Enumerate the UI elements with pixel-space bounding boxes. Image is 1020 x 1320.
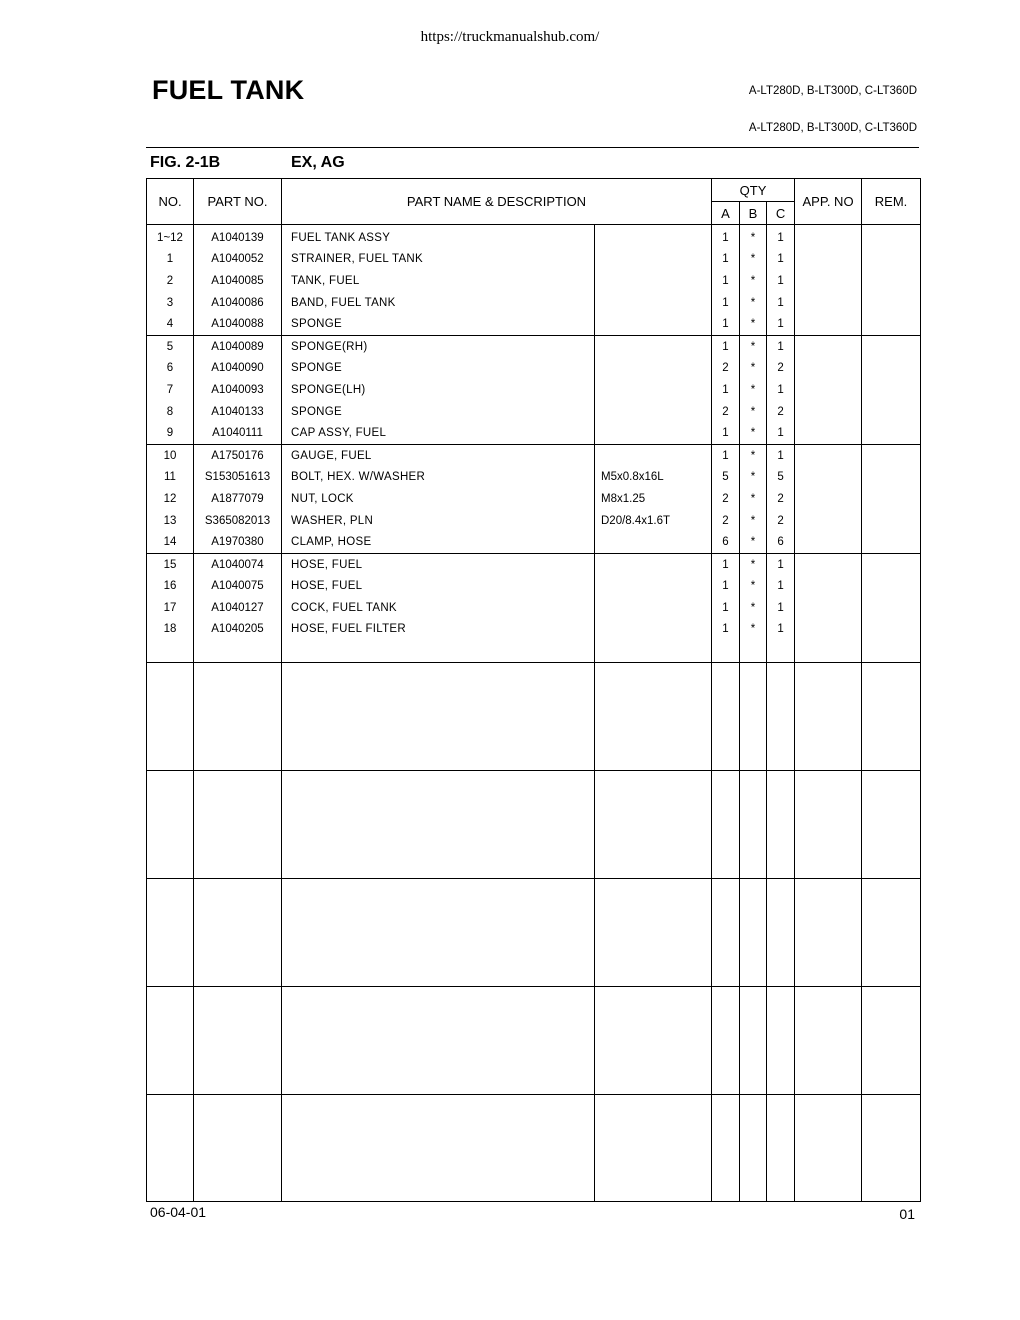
app-no xyxy=(795,358,862,380)
empty-cell xyxy=(595,879,712,987)
figure-number: FIG. 2-1B xyxy=(150,154,221,171)
part-spec xyxy=(595,597,712,619)
empty-cell xyxy=(147,771,194,879)
qty-c: 1 xyxy=(767,313,795,335)
app-no xyxy=(795,531,862,553)
empty-cell xyxy=(194,987,282,1095)
part-spec: D20/8.4x1.6T xyxy=(595,510,712,532)
empty-cell xyxy=(712,663,740,771)
remark xyxy=(862,444,921,466)
qty-b: * xyxy=(740,335,767,357)
col-header-qty-b: B xyxy=(740,202,767,225)
item-number: 16 xyxy=(147,576,194,598)
table-row xyxy=(147,270,921,292)
qty-c: 1 xyxy=(767,597,795,619)
qty-a: 2 xyxy=(712,488,740,510)
empty-cell xyxy=(862,987,921,1095)
qty-b: * xyxy=(740,553,767,575)
qty-c: 2 xyxy=(767,510,795,532)
empty-cell xyxy=(740,879,767,987)
empty-cell xyxy=(740,1095,767,1202)
part-number: A1040088 xyxy=(194,313,282,335)
item-number: 6 xyxy=(147,358,194,380)
empty-cell xyxy=(767,879,795,987)
empty-cell xyxy=(712,1095,740,1202)
qty-b: * xyxy=(740,379,767,401)
remark xyxy=(862,467,921,489)
empty-cell xyxy=(595,771,712,879)
part-spec: M8x1.25 xyxy=(595,488,712,510)
app-no xyxy=(795,379,862,401)
empty-cell xyxy=(740,771,767,879)
part-name: HOSE, FUEL FILTER xyxy=(282,619,595,641)
app-no xyxy=(795,576,862,598)
qty-a: 1 xyxy=(712,249,740,271)
qty-b: * xyxy=(740,619,767,641)
remark xyxy=(862,270,921,292)
qty-b: * xyxy=(740,292,767,314)
empty-cell xyxy=(282,663,595,771)
empty-cell xyxy=(282,771,595,879)
table-row xyxy=(147,531,921,553)
app-no xyxy=(795,467,862,489)
part-name: COCK, FUEL TANK xyxy=(282,597,595,619)
item-number: 15 xyxy=(147,553,194,575)
empty-cell xyxy=(595,663,712,771)
qty-c: 1 xyxy=(767,335,795,357)
app-no xyxy=(795,597,862,619)
table-row xyxy=(147,358,921,380)
item-number: 11 xyxy=(147,467,194,489)
qty-a: 1 xyxy=(712,379,740,401)
empty-cell xyxy=(795,640,862,663)
item-number: 12 xyxy=(147,488,194,510)
table-row xyxy=(147,488,921,510)
empty-cell xyxy=(795,771,862,879)
part-number: A1040133 xyxy=(194,401,282,423)
empty-cell xyxy=(795,987,862,1095)
part-number: A1970380 xyxy=(194,531,282,553)
table-row xyxy=(147,576,921,598)
item-number: 3 xyxy=(147,292,194,314)
part-spec xyxy=(595,358,712,380)
col-header-no: NO. xyxy=(147,179,194,225)
col-header-qty: QTY xyxy=(712,179,795,202)
empty-cell xyxy=(194,879,282,987)
part-spec xyxy=(595,225,712,249)
table-row xyxy=(147,553,921,575)
qty-a: 2 xyxy=(712,510,740,532)
part-number: A1040075 xyxy=(194,576,282,598)
remark xyxy=(862,313,921,335)
part-spec xyxy=(595,270,712,292)
item-number: 14 xyxy=(147,531,194,553)
page-title: FUEL TANK xyxy=(152,75,305,105)
model-list-bottom: A-LT280D, B-LT300D, C-LT360D xyxy=(748,122,917,134)
app-no xyxy=(795,270,862,292)
qty-b: * xyxy=(740,444,767,466)
part-name: SPONGE xyxy=(282,401,595,423)
qty-c: 1 xyxy=(767,553,795,575)
remark xyxy=(862,335,921,357)
empty-row xyxy=(147,663,921,771)
empty-cell xyxy=(862,1095,921,1202)
part-number: S153051613 xyxy=(194,467,282,489)
empty-cell xyxy=(147,879,194,987)
part-spec xyxy=(595,531,712,553)
col-header-rem: REM. xyxy=(862,179,921,225)
part-number: A1040074 xyxy=(194,553,282,575)
empty-cell xyxy=(194,1095,282,1202)
empty-cell xyxy=(740,987,767,1095)
remark xyxy=(862,597,921,619)
item-number: 17 xyxy=(147,597,194,619)
qty-c: 2 xyxy=(767,488,795,510)
table-row xyxy=(147,467,921,489)
page-number: 01 xyxy=(899,1206,915,1222)
qty-a: 1 xyxy=(712,619,740,641)
qty-b: * xyxy=(740,225,767,249)
qty-c: 1 xyxy=(767,576,795,598)
col-header-app-no: APP. NO xyxy=(795,179,862,225)
figure-variant: EX, AG xyxy=(291,154,345,171)
part-number: A1040085 xyxy=(194,270,282,292)
empty-cell xyxy=(767,987,795,1095)
table-row xyxy=(147,510,921,532)
remark xyxy=(862,531,921,553)
qty-a: 6 xyxy=(712,531,740,553)
table-row xyxy=(147,335,921,357)
empty-cell xyxy=(282,879,595,987)
qty-a: 2 xyxy=(712,401,740,423)
part-spec xyxy=(595,379,712,401)
empty-cell xyxy=(147,663,194,771)
part-name: CLAMP, HOSE xyxy=(282,531,595,553)
part-number: A1040111 xyxy=(194,422,282,444)
empty-cell xyxy=(712,879,740,987)
qty-a: 1 xyxy=(712,422,740,444)
app-no xyxy=(795,401,862,423)
qty-b: * xyxy=(740,249,767,271)
remark xyxy=(862,249,921,271)
qty-c: 5 xyxy=(767,467,795,489)
qty-a: 1 xyxy=(712,335,740,357)
empty-cell xyxy=(712,640,740,663)
remark xyxy=(862,553,921,575)
part-spec xyxy=(595,313,712,335)
empty-cell xyxy=(194,663,282,771)
empty-cell xyxy=(740,663,767,771)
qty-b: * xyxy=(740,510,767,532)
empty-cell xyxy=(194,640,282,663)
part-spec xyxy=(595,422,712,444)
table-row xyxy=(147,444,921,466)
footer-date: 06-04-01 xyxy=(150,1204,207,1220)
qty-b: * xyxy=(740,313,767,335)
empty-cell xyxy=(767,771,795,879)
part-name: CAP ASSY, FUEL xyxy=(282,422,595,444)
header-divider xyxy=(146,147,919,148)
qty-b: * xyxy=(740,401,767,423)
app-no xyxy=(795,488,862,510)
part-name: GAUGE, FUEL xyxy=(282,444,595,466)
item-number: 1~12 xyxy=(147,225,194,249)
qty-b: * xyxy=(740,488,767,510)
remark xyxy=(862,379,921,401)
qty-c: 1 xyxy=(767,619,795,641)
remark xyxy=(862,358,921,380)
table-row xyxy=(147,249,921,271)
empty-cell xyxy=(282,987,595,1095)
qty-c: 1 xyxy=(767,292,795,314)
remark xyxy=(862,401,921,423)
app-no xyxy=(795,292,862,314)
table-row xyxy=(147,422,921,444)
table-row xyxy=(147,379,921,401)
empty-cell xyxy=(795,879,862,987)
qty-b: * xyxy=(740,270,767,292)
col-header-qty-c: C xyxy=(767,202,795,225)
empty-cell xyxy=(767,663,795,771)
part-spec xyxy=(595,335,712,357)
col-header-qty-a: A xyxy=(712,202,740,225)
table-row xyxy=(147,597,921,619)
qty-b: * xyxy=(740,531,767,553)
part-name: FUEL TANK ASSY xyxy=(282,225,595,249)
qty-b: * xyxy=(740,576,767,598)
app-no xyxy=(795,619,862,641)
app-no xyxy=(795,249,862,271)
table-row xyxy=(147,292,921,314)
item-number: 7 xyxy=(147,379,194,401)
empty-cell xyxy=(282,1095,595,1202)
remark xyxy=(862,488,921,510)
empty-cell xyxy=(862,879,921,987)
col-header-name: PART NAME & DESCRIPTION xyxy=(282,179,712,225)
qty-a: 1 xyxy=(712,225,740,249)
part-name: STRAINER, FUEL TANK xyxy=(282,249,595,271)
qty-a: 1 xyxy=(712,313,740,335)
qty-c: 2 xyxy=(767,401,795,423)
qty-c: 2 xyxy=(767,358,795,380)
part-name: BOLT, HEX. W/WASHER xyxy=(282,467,595,489)
qty-c: 1 xyxy=(767,444,795,466)
part-spec: M5x0.8x16L xyxy=(595,467,712,489)
empty-row xyxy=(147,640,921,663)
app-no xyxy=(795,422,862,444)
part-number: A1040086 xyxy=(194,292,282,314)
part-spec xyxy=(595,292,712,314)
part-spec xyxy=(595,444,712,466)
part-number: A1040093 xyxy=(194,379,282,401)
qty-c: 1 xyxy=(767,270,795,292)
part-name: SPONGE xyxy=(282,313,595,335)
empty-cell xyxy=(862,640,921,663)
qty-b: * xyxy=(740,422,767,444)
table-row xyxy=(147,225,921,249)
qty-a: 1 xyxy=(712,270,740,292)
qty-a: 1 xyxy=(712,553,740,575)
remark xyxy=(862,510,921,532)
qty-c: 1 xyxy=(767,422,795,444)
qty-a: 1 xyxy=(712,292,740,314)
parts-table xyxy=(146,178,921,1202)
empty-cell xyxy=(767,640,795,663)
item-number: 5 xyxy=(147,335,194,357)
source-url: https://truckmanualshub.com/ xyxy=(420,29,600,45)
empty-cell xyxy=(712,771,740,879)
part-number: A1877079 xyxy=(194,488,282,510)
qty-a: 1 xyxy=(712,576,740,598)
app-no xyxy=(795,510,862,532)
qty-c: 1 xyxy=(767,379,795,401)
empty-row xyxy=(147,1095,921,1202)
part-name: NUT, LOCK xyxy=(282,488,595,510)
empty-row xyxy=(147,987,921,1095)
remark xyxy=(862,422,921,444)
part-spec xyxy=(595,576,712,598)
qty-c: 6 xyxy=(767,531,795,553)
part-name: BAND, FUEL TANK xyxy=(282,292,595,314)
remark xyxy=(862,292,921,314)
empty-row xyxy=(147,771,921,879)
col-header-part-no: PART NO. xyxy=(194,179,282,225)
empty-cell xyxy=(862,771,921,879)
part-spec xyxy=(595,553,712,575)
qty-b: * xyxy=(740,597,767,619)
qty-a: 2 xyxy=(712,358,740,380)
qty-a: 1 xyxy=(712,597,740,619)
item-number: 4 xyxy=(147,313,194,335)
item-number: 9 xyxy=(147,422,194,444)
item-number: 18 xyxy=(147,619,194,641)
app-no xyxy=(795,225,862,249)
part-number: A1040052 xyxy=(194,249,282,271)
app-no xyxy=(795,335,862,357)
qty-a: 1 xyxy=(712,444,740,466)
empty-row xyxy=(147,879,921,987)
item-number: 2 xyxy=(147,270,194,292)
empty-cell xyxy=(147,987,194,1095)
remark xyxy=(862,225,921,249)
part-name: SPONGE xyxy=(282,358,595,380)
empty-cell xyxy=(147,640,194,663)
part-number: A1040139 xyxy=(194,225,282,249)
item-number: 13 xyxy=(147,510,194,532)
part-spec xyxy=(595,619,712,641)
app-no xyxy=(795,444,862,466)
empty-cell xyxy=(595,987,712,1095)
remark xyxy=(862,619,921,641)
empty-cell xyxy=(767,1095,795,1202)
empty-cell xyxy=(595,640,712,663)
empty-cell xyxy=(595,1095,712,1202)
app-no xyxy=(795,553,862,575)
qty-a: 5 xyxy=(712,467,740,489)
empty-cell xyxy=(862,663,921,771)
part-number: A1040089 xyxy=(194,335,282,357)
item-number: 1 xyxy=(147,249,194,271)
part-name: HOSE, FUEL xyxy=(282,576,595,598)
empty-cell xyxy=(740,640,767,663)
part-number: S365082013 xyxy=(194,510,282,532)
part-number: A1040127 xyxy=(194,597,282,619)
empty-cell xyxy=(282,640,595,663)
part-name: SPONGE(LH) xyxy=(282,379,595,401)
part-name: SPONGE(RH) xyxy=(282,335,595,357)
empty-cell xyxy=(795,663,862,771)
part-name: TANK, FUEL xyxy=(282,270,595,292)
part-number: A1040090 xyxy=(194,358,282,380)
table-row xyxy=(147,619,921,641)
empty-cell xyxy=(795,1095,862,1202)
table-row xyxy=(147,313,921,335)
app-no xyxy=(795,313,862,335)
part-name: WASHER, PLN xyxy=(282,510,595,532)
part-spec xyxy=(595,249,712,271)
part-name: HOSE, FUEL xyxy=(282,553,595,575)
table-row xyxy=(147,401,921,423)
empty-cell xyxy=(712,987,740,1095)
qty-b: * xyxy=(740,358,767,380)
part-spec xyxy=(595,401,712,423)
remark xyxy=(862,576,921,598)
qty-c: 1 xyxy=(767,225,795,249)
part-number: A1750176 xyxy=(194,444,282,466)
empty-cell xyxy=(194,771,282,879)
qty-b: * xyxy=(740,467,767,489)
empty-cell xyxy=(147,1095,194,1202)
qty-c: 1 xyxy=(767,249,795,271)
item-number: 10 xyxy=(147,444,194,466)
model-list-top: A-LT280D, B-LT300D, C-LT360D xyxy=(748,85,917,97)
part-number: A1040205 xyxy=(194,619,282,641)
item-number: 8 xyxy=(147,401,194,423)
